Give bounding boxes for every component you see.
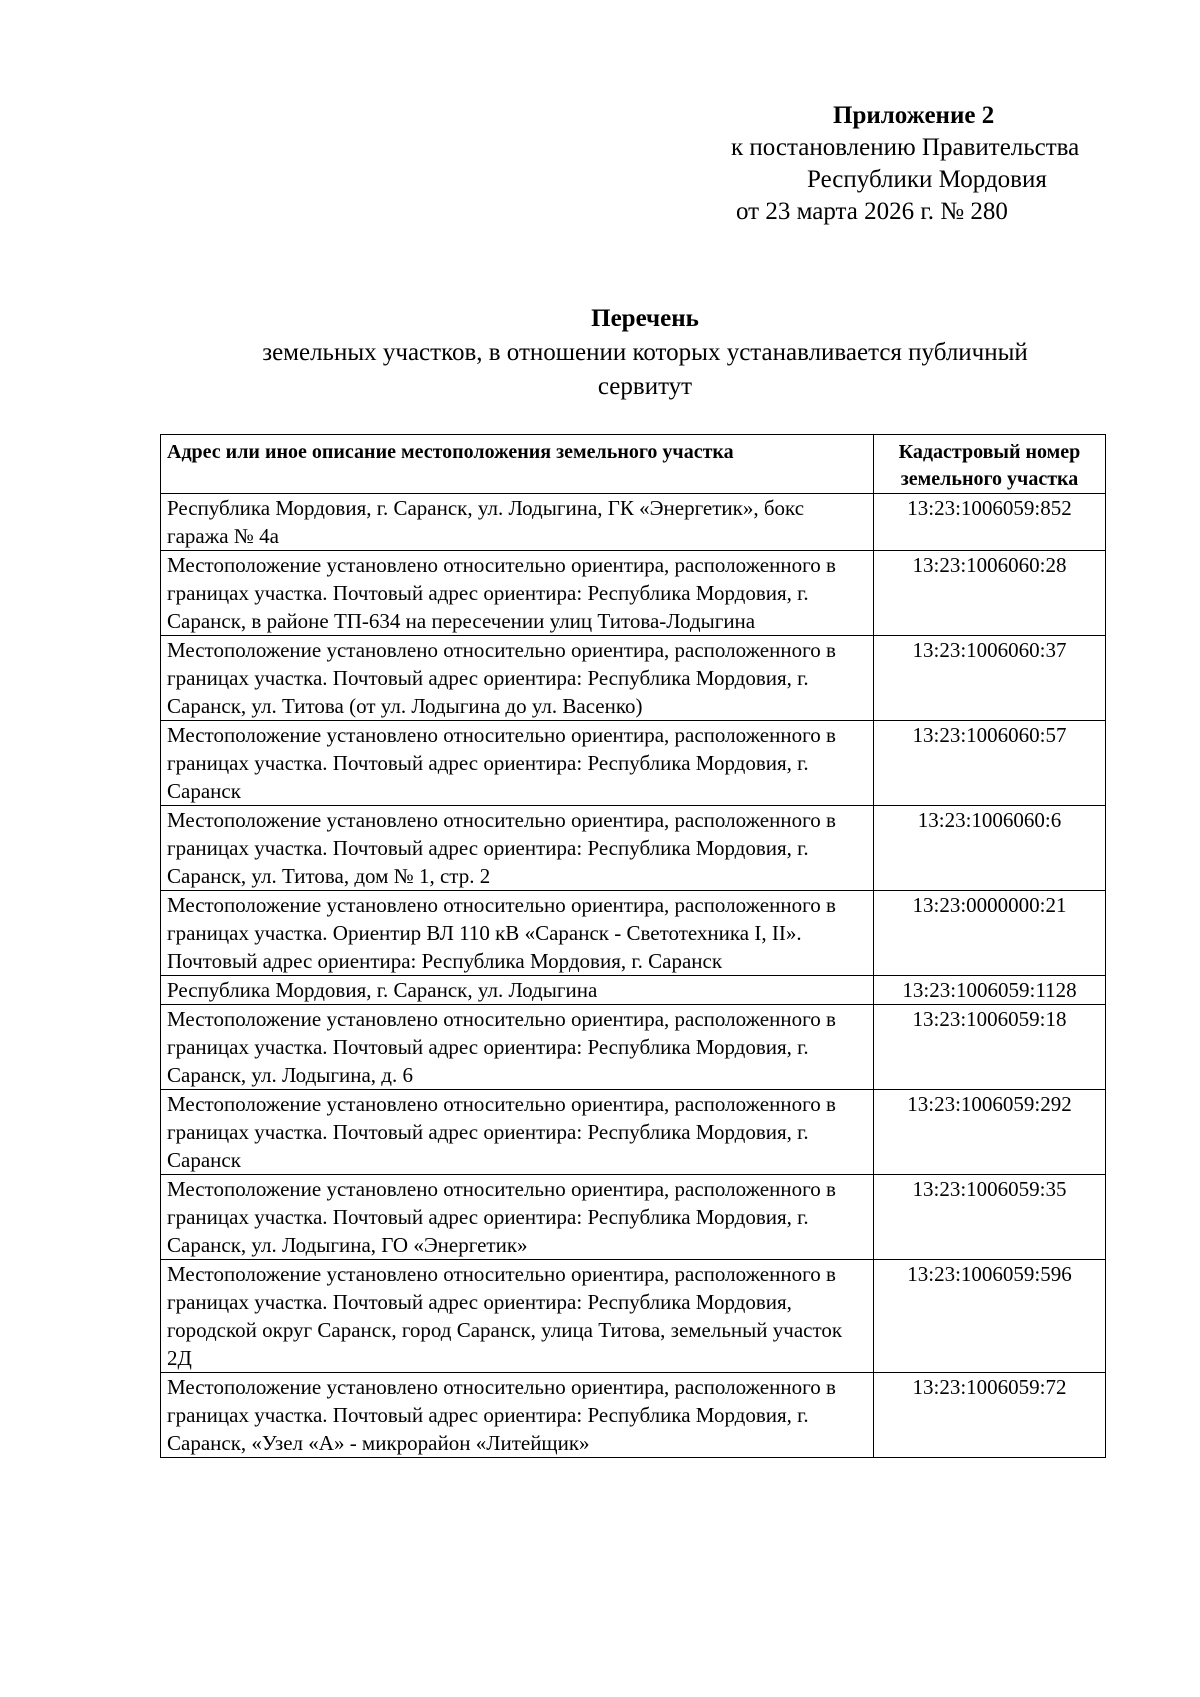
appendix-date-line: от 23 марта 2026 г. № 280	[736, 198, 1008, 225]
cadastral-number-cell: 13:23:1006059:1128	[874, 976, 1106, 1005]
cadastral-number-cell: 13:23:1006059:35	[874, 1175, 1106, 1260]
list-subtitle-line-1: земельных участков, в отношении которых устанавливается публичный	[262, 339, 1028, 366]
cadastral-number-cell: 13:23:1006059:292	[874, 1090, 1106, 1175]
table-row	[161, 1090, 1106, 1175]
table-row	[161, 494, 1106, 551]
address-cell: Местоположение установлено относительно ориентира, расположенного в границах участка. Почтовый адрес ориентира: Республика Мордовия, городской округ Саранск, город Саранск, улица Титова, земельный участок 2Д	[161, 1260, 874, 1373]
table-row	[161, 806, 1106, 891]
table-row	[161, 976, 1106, 1005]
cadastral-number-cell: 13:23:1006060:57	[874, 721, 1106, 806]
address-cell: Республика Мордовия, г. Саранск, ул. Лодыгина, ГК «Энергетик», бокс гаража № 4а	[161, 494, 874, 551]
address-cell: Местоположение установлено относительно ориентира, расположенного в границах участка. Почтовый адрес ориентира: Республика Мордовия, г. Саранск, ул. Титова (от ул. Лодыгина до ул. Васенко)	[161, 636, 874, 721]
appendix-republic-line: Республики Мордовия	[807, 166, 1047, 193]
appendix-title: Приложение 2	[833, 102, 995, 129]
cadastral-number-cell: 13:23:1006059:852	[874, 494, 1106, 551]
cadastral-number-cell: 13:23:0000000:21	[874, 891, 1106, 976]
table-row	[161, 636, 1106, 721]
list-title: Перечень	[591, 305, 699, 332]
table-row	[161, 1005, 1106, 1090]
table-row	[161, 1373, 1106, 1458]
cadastral-number-cell: 13:23:1006059:72	[874, 1373, 1106, 1458]
table-row	[161, 1175, 1106, 1260]
address-cell: Местоположение установлено относительно ориентира, расположенного в границах участка. Почтовый адрес ориентира: Республика Мордовия, г. Саранск, ул. Лодыгина, ГО «Энергетик»	[161, 1175, 874, 1260]
cadastral-number-cell: 13:23:1006059:18	[874, 1005, 1106, 1090]
cadastral-number-cell: 13:23:1006060:37	[874, 636, 1106, 721]
list-subtitle-line-2: сервитут	[597, 373, 693, 400]
address-cell: Местоположение установлено относительно ориентира, расположенного в границах участка. Почтовый адрес ориентира: Республика Мордовия, г. Саранск	[161, 721, 874, 806]
list-heading	[150, 302, 1140, 404]
parcels-table-container	[160, 434, 1105, 1458]
table-row	[161, 551, 1106, 636]
table-header-row	[161, 435, 1106, 494]
address-cell: Местоположение установлено относительно ориентира, расположенного в границах участка. Почтовый адрес ориентира: Республика Мордовия, г. Саранск	[161, 1090, 874, 1175]
table-row	[161, 1260, 1106, 1373]
cadastral-number-cell: 13:23:1006059:596	[874, 1260, 1106, 1373]
address-cell: Местоположение установлено относительно ориентира, расположенного в границах участка. Ориентир ВЛ 110 кВ «Саранск - Светотехника I, II». Почтовый адрес ориентира: Республика Мордовия, г. Саранск	[161, 891, 874, 976]
appendix-header	[700, 100, 1140, 228]
cadastral-number-cell: 13:23:1006060:28	[874, 551, 1106, 636]
parcels-table	[160, 434, 1106, 1458]
column-header-cadastral: Кадастровый номер земельного участка	[874, 435, 1106, 494]
table-row	[161, 891, 1106, 976]
table-row	[161, 721, 1106, 806]
appendix-resolution-line: к постановлению Правительства	[731, 134, 1080, 161]
address-cell: Местоположение установлено относительно ориентира, расположенного в границах участка. Почтовый адрес ориентира: Республика Мордовия, г. Саранск, в районе ТП-634 на пересечении улиц Титова-Лодыгина	[161, 551, 874, 636]
address-cell: Республика Мордовия, г. Саранск, ул. Лодыгина	[161, 976, 874, 1005]
cadastral-number-cell: 13:23:1006060:6	[874, 806, 1106, 891]
address-cell: Местоположение установлено относительно ориентира, расположенного в границах участка. Почтовый адрес ориентира: Республика Мордовия, г. Саранск, «Узел «А» - микрорайон «Литейщик»	[161, 1373, 874, 1458]
address-cell: Местоположение установлено относительно ориентира, расположенного в границах участка. Почтовый адрес ориентира: Республика Мордовия, г. Саранск, ул. Лодыгина, д. 6	[161, 1005, 874, 1090]
address-cell: Местоположение установлено относительно ориентира, расположенного в границах участка. Почтовый адрес ориентира: Республика Мордовия, г. Саранск, ул. Титова, дом № 1, стр. 2	[161, 806, 874, 891]
column-header-address: Адрес или иное описание местоположения земельного участка	[161, 435, 874, 494]
